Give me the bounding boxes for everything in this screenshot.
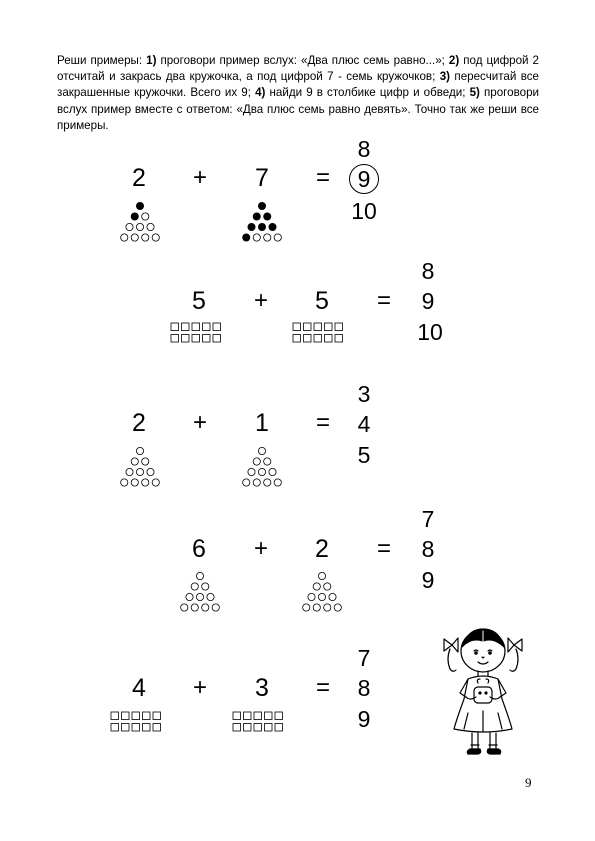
example-5-squares-a[interactable] (110, 711, 174, 737)
counting-square[interactable] (304, 323, 312, 331)
counting-square[interactable] (275, 724, 283, 732)
counting-square[interactable] (132, 712, 140, 720)
step-4-marker: 4) (255, 86, 266, 100)
counting-circle[interactable] (329, 593, 336, 600)
counting-square[interactable] (132, 724, 140, 732)
counting-square[interactable] (192, 323, 200, 331)
counting-square[interactable] (293, 323, 301, 331)
counting-square[interactable] (293, 335, 301, 343)
counting-square[interactable] (143, 724, 151, 732)
counting-square[interactable] (122, 712, 130, 720)
example-4-dots-b[interactable] (294, 570, 350, 616)
counting-square[interactable] (335, 335, 343, 343)
counting-square[interactable] (304, 335, 312, 343)
example-2-answer-2[interactable]: 9 (421, 288, 435, 314)
instructions (57, 53, 539, 134)
example-4-equals: = (376, 535, 391, 562)
example-4-addend-a: 6 (192, 535, 206, 563)
example-4-dots-a[interactable] (172, 570, 228, 616)
counting-circle[interactable] (152, 234, 159, 241)
counting-square[interactable] (153, 712, 161, 720)
example-2-equals: = (376, 287, 391, 314)
counting-circle[interactable] (136, 468, 143, 475)
counting-circle[interactable] (142, 479, 149, 486)
counting-circle[interactable] (121, 479, 128, 486)
example-5-addend-a: 4 (132, 674, 146, 702)
example-4-addend-b: 2 (315, 535, 329, 563)
counting-circle[interactable] (318, 572, 325, 579)
example-1-dots-b[interactable] (234, 200, 290, 246)
counting-square[interactable] (171, 323, 179, 331)
example-5-squares-b[interactable] (232, 711, 296, 737)
counting-square[interactable] (335, 323, 343, 331)
example-1-answer-1[interactable]: 8 (357, 136, 371, 162)
counting-circle[interactable] (131, 213, 138, 220)
example-2-plus: + (253, 287, 268, 314)
example-3-answer-2[interactable]: 4 (357, 411, 371, 437)
example-3-plus: + (192, 409, 207, 436)
counting-circle[interactable] (258, 447, 265, 454)
counting-circle[interactable] (191, 604, 198, 611)
example-4-answer-2[interactable]: 8 (421, 536, 435, 562)
counting-circle[interactable] (243, 234, 250, 241)
example-2-squares-a[interactable] (170, 322, 234, 348)
counting-circle[interactable] (196, 572, 203, 579)
counting-circle[interactable] (126, 468, 133, 475)
example-4-answer-1[interactable]: 7 (421, 506, 435, 532)
example-2-addend-b: 5 (315, 287, 329, 315)
counting-circle[interactable] (264, 213, 271, 220)
counting-square[interactable] (233, 724, 241, 732)
counting-circle[interactable] (253, 458, 260, 465)
counting-circle[interactable] (264, 458, 271, 465)
counting-circle[interactable] (142, 234, 149, 241)
example-5-plus: + (192, 674, 207, 701)
counting-circle[interactable] (253, 479, 260, 486)
counting-square[interactable] (111, 712, 119, 720)
counting-circle[interactable] (202, 604, 209, 611)
counting-circle[interactable] (131, 479, 138, 486)
page-number: 9 (525, 775, 532, 790)
example-1-equals: = (315, 164, 330, 191)
step-3-marker: 3) (439, 70, 451, 84)
counting-circle[interactable] (258, 468, 265, 475)
step-1-marker: 1) (146, 54, 157, 67)
counting-circle[interactable] (186, 593, 193, 600)
counting-square[interactable] (122, 724, 130, 732)
counting-circle[interactable] (248, 223, 255, 230)
example-3-addend-a: 2 (132, 409, 146, 437)
instr-text-4: пересчитай все закрашенные кружочки. Всего их 9; (57, 70, 540, 100)
counting-circle[interactable] (131, 458, 138, 465)
counting-square[interactable] (265, 724, 273, 732)
example-2-answer-3[interactable]: 10 (417, 319, 443, 345)
counting-circle[interactable] (308, 593, 315, 600)
counting-circle[interactable] (324, 604, 331, 611)
example-3-dots-b[interactable] (234, 445, 290, 491)
counting-circle[interactable] (318, 593, 325, 600)
counting-circle[interactable] (142, 458, 149, 465)
counting-square[interactable] (213, 323, 221, 331)
girl-illustration (438, 625, 528, 765)
counting-circle[interactable] (142, 213, 149, 220)
counting-circle[interactable] (207, 593, 214, 600)
counting-circle[interactable] (269, 468, 276, 475)
example-2-answer-1[interactable]: 8 (421, 258, 435, 284)
counting-square[interactable] (203, 323, 211, 331)
counting-circle[interactable] (303, 604, 310, 611)
example-4-answer-3[interactable]: 9 (421, 567, 435, 593)
example-2-squares-b[interactable] (292, 322, 356, 348)
counting-circle[interactable] (324, 583, 331, 590)
instr-text-5: найди 9 в столбике цифр и обведи; (265, 86, 470, 100)
counting-square[interactable] (192, 335, 200, 343)
counting-circle[interactable] (196, 593, 203, 600)
counting-square[interactable] (233, 712, 241, 720)
counting-circle[interactable] (264, 234, 271, 241)
example-1-plus: + (192, 164, 207, 191)
counting-square[interactable] (213, 335, 221, 343)
counting-square[interactable] (275, 712, 283, 720)
example-3-answer-1[interactable]: 3 (357, 381, 371, 407)
counting-circle[interactable] (126, 223, 133, 230)
step-2-marker: 2) (448, 54, 460, 67)
counting-circle[interactable] (248, 468, 255, 475)
counting-circle[interactable] (269, 223, 276, 230)
counting-circle[interactable] (313, 583, 320, 590)
example-3-equals: = (315, 409, 330, 436)
instr-text-1: Реши примеры: (57, 54, 147, 67)
counting-square[interactable] (143, 712, 151, 720)
counting-circle[interactable] (264, 479, 271, 486)
counting-circle[interactable] (313, 604, 320, 611)
counting-square[interactable] (203, 335, 211, 343)
counting-circle[interactable] (131, 234, 138, 241)
counting-circle[interactable] (136, 202, 143, 209)
example-3-addend-b: 1 (255, 409, 269, 437)
example-1-addend-b: 7 (255, 164, 269, 192)
counting-square[interactable] (265, 712, 273, 720)
counting-circle[interactable] (202, 583, 209, 590)
counting-square[interactable] (182, 323, 190, 331)
counting-square[interactable] (111, 724, 119, 732)
example-1-dots-a[interactable] (112, 200, 168, 246)
counting-circle[interactable] (212, 604, 219, 611)
example-1-addend-a: 2 (132, 164, 146, 192)
example-2-addend-a: 5 (192, 287, 206, 315)
counting-circle[interactable] (152, 479, 159, 486)
counting-circle[interactable] (253, 213, 260, 220)
instr-text-3: под цифрой 2 отсчитай и закрась два кружочка, а под цифрой 7 - семь кружочков; (57, 54, 540, 84)
example-5-equals: = (315, 674, 330, 701)
counting-circle[interactable] (121, 234, 128, 241)
example-3-dots-a[interactable] (112, 445, 168, 491)
counting-square[interactable] (325, 335, 333, 343)
example-1-answer-3[interactable]: 10 (351, 198, 377, 224)
counting-circle[interactable] (147, 223, 154, 230)
counting-circle[interactable] (243, 479, 250, 486)
counting-circle[interactable] (258, 202, 265, 209)
example-5-answer-2[interactable]: 8 (357, 675, 371, 701)
counting-circle[interactable] (274, 479, 281, 486)
counting-circle[interactable] (274, 234, 281, 241)
example-5-answer-3[interactable]: 9 (357, 706, 371, 732)
instr-text-2: проговори пример вслух: «Два плюс семь равно...»; (156, 54, 449, 67)
counting-square[interactable] (314, 335, 322, 343)
example-3-answer-3[interactable]: 5 (357, 442, 371, 468)
counting-square[interactable] (153, 724, 161, 732)
counting-square[interactable] (244, 712, 252, 720)
counting-square[interactable] (325, 323, 333, 331)
counting-circle[interactable] (147, 468, 154, 475)
counting-square[interactable] (314, 323, 322, 331)
counting-square[interactable] (254, 712, 262, 720)
example-5-answer-1[interactable]: 7 (357, 645, 371, 671)
step-5-marker: 5) (469, 86, 480, 100)
counting-square[interactable] (254, 724, 262, 732)
example-1-answer-2[interactable]: 9 (357, 166, 371, 192)
counting-circle[interactable] (136, 447, 143, 454)
counting-square[interactable] (182, 335, 190, 343)
counting-square[interactable] (244, 724, 252, 732)
instr-text-6: проговори вслух пример вместе с ответом: «Два плюс семь равно девять». Точно так же реши все примеры. (57, 86, 540, 132)
counting-circle[interactable] (136, 223, 143, 230)
counting-circle[interactable] (253, 234, 260, 241)
counting-circle[interactable] (258, 223, 265, 230)
counting-circle[interactable] (334, 604, 341, 611)
counting-circle[interactable] (191, 583, 198, 590)
counting-square[interactable] (171, 335, 179, 343)
example-4-plus: + (253, 535, 268, 562)
example-5-addend-b: 3 (255, 674, 269, 702)
counting-circle[interactable] (181, 604, 188, 611)
